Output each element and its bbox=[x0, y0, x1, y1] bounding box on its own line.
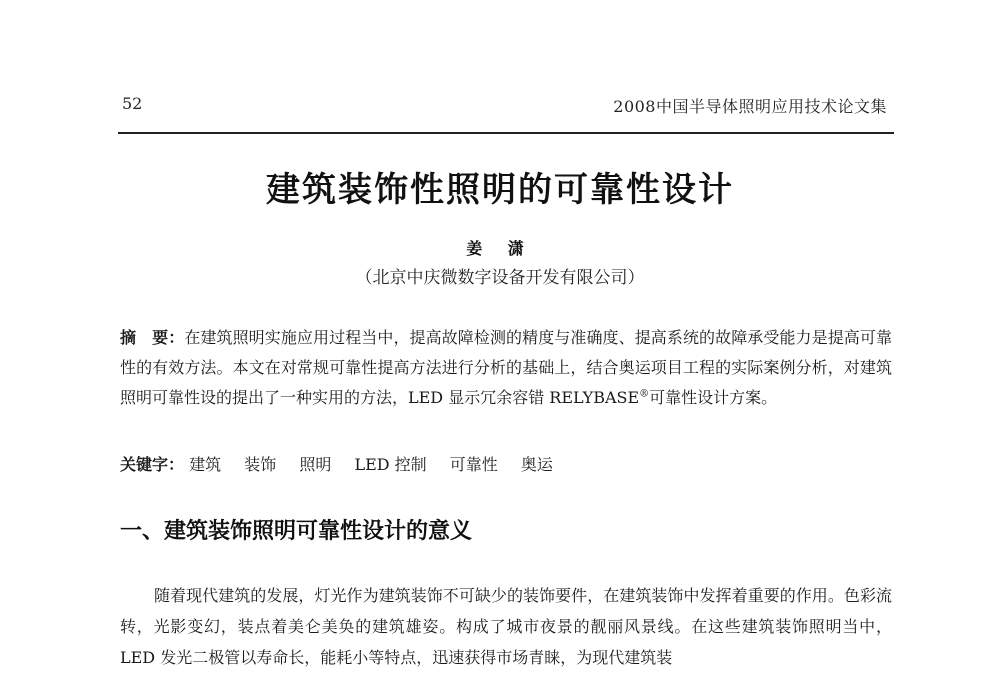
body-paragraph: 随着现代建筑的发展，灯光作为建筑装饰不可缺少的装饰要件，在建筑装饰中发挥着重要的作用。色彩流转，光影变幻，装点着美仑美奂的建筑雄姿。构成了城市夜景的靓丽风景线。在这些建筑装饰照明当中， LED 发光二极管以寿命长，能耗小等特点，迅速获得市场青睐，为现代建筑装 bbox=[120, 586, 892, 667]
keyword-item: 建筑 bbox=[189, 455, 222, 474]
abstract-text: 在建筑照明实施应用过程当中，提高故障检测的精度与准确度、提高系统的故障承受能力是提高可靠性的有效方法。本文在对常规可靠性提高方法进行分析的基础上，结合奥运项目工程的实际案例分析，对建筑照明可靠性设的提出了一种实用的方法，LED 显示冗余容错 RELYBASE bbox=[120, 328, 892, 407]
abstract bbox=[120, 323, 892, 413]
keyword-item: 奥运 bbox=[520, 455, 553, 474]
keywords-label: 关键字： bbox=[120, 455, 185, 474]
author-name: 姜 潇 bbox=[466, 239, 534, 258]
section-heading: 一、建筑装饰照明可靠性设计的意义 bbox=[120, 519, 473, 544]
paper-title: 建筑装饰性照明的可靠性设计 bbox=[266, 170, 734, 210]
header-rule bbox=[118, 132, 894, 134]
registered-mark: ® bbox=[639, 388, 650, 400]
keyword-item: 照明 bbox=[299, 455, 332, 474]
running-head: 2008中国半导体照明应用技术论文集 bbox=[613, 97, 887, 116]
author-affiliation: （北京中庆微数字设备开发有限公司） bbox=[355, 268, 645, 288]
keywords bbox=[120, 450, 892, 480]
abstract-label: 摘 要： bbox=[120, 328, 185, 347]
keyword-item: 装饰 bbox=[244, 455, 277, 474]
abstract-text-end: 可靠性设计方案。 bbox=[649, 388, 778, 407]
keyword-item: LED 控制 bbox=[354, 455, 427, 474]
keyword-item: 可靠性 bbox=[449, 455, 498, 474]
page-number: 52 bbox=[122, 94, 143, 113]
